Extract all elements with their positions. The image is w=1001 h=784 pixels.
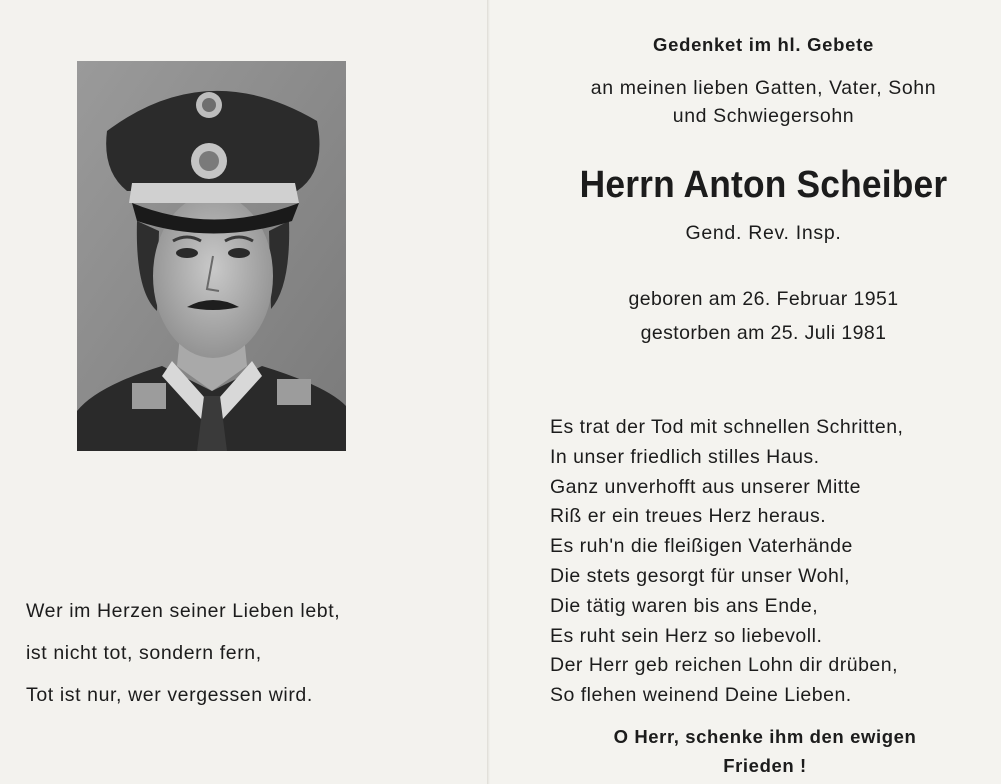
rank: Gend. Rev. Insp. — [685, 222, 842, 244]
poem-line: Es ruh'n die fleißigen Vaterhände — [550, 535, 853, 558]
poem-line: Der Herr geb reichen Lohn dir drüben, — [550, 654, 899, 677]
poem-line: Es trat der Tod mit schnellen Schritten, — [550, 416, 904, 438]
heading: Gedenket im hl. Gebete — [652, 34, 874, 55]
death-date: gestorben am 25. Juli 1981 — [640, 322, 887, 344]
deceased-name: Herrn Anton Scheiber — [579, 164, 948, 206]
poem-line: Die tätig waren bis ans Ende, — [550, 594, 819, 617]
portrait-photo-icon — [77, 61, 346, 451]
verse-line: ist nicht tot, sondern fern, — [26, 642, 262, 664]
portrait-photo — [77, 61, 346, 451]
poem-line: So flehen weinend Deine Lieben. — [550, 684, 852, 707]
birth-date: geboren am 26. Februar 1951 — [628, 288, 899, 310]
verse-line: Tot ist nur, wer vergessen wird. — [26, 684, 313, 706]
poem-line: Es ruht sein Herz so liebevoll. — [550, 624, 823, 647]
poem-line: Die stets gesorgt für unser Wohl, — [550, 564, 851, 587]
dedication-line: an meinen lieben Gatten, Vater, Sohn — [590, 77, 937, 99]
left-panel — [0, 0, 488, 784]
left-verse — [26, 598, 446, 724]
closing-prayer — [540, 722, 990, 780]
closing-line: Frieden ! — [723, 755, 807, 776]
life-dates — [520, 282, 1001, 350]
dedication — [520, 74, 1001, 130]
poem-line: Riß er ein treues Herz heraus. — [550, 505, 827, 528]
poem — [550, 413, 990, 711]
closing-line: O Herr, schenke ihm den ewigen — [613, 726, 917, 747]
poem-line: Ganz unverhofft aus unserer Mitte — [550, 475, 861, 498]
dedication-line: und Schwiegersohn — [672, 105, 855, 127]
poem-line: In unser friedlich stilles Haus. — [550, 445, 820, 468]
verse-line: Wer im Herzen seiner Lieben lebt, — [26, 600, 341, 622]
